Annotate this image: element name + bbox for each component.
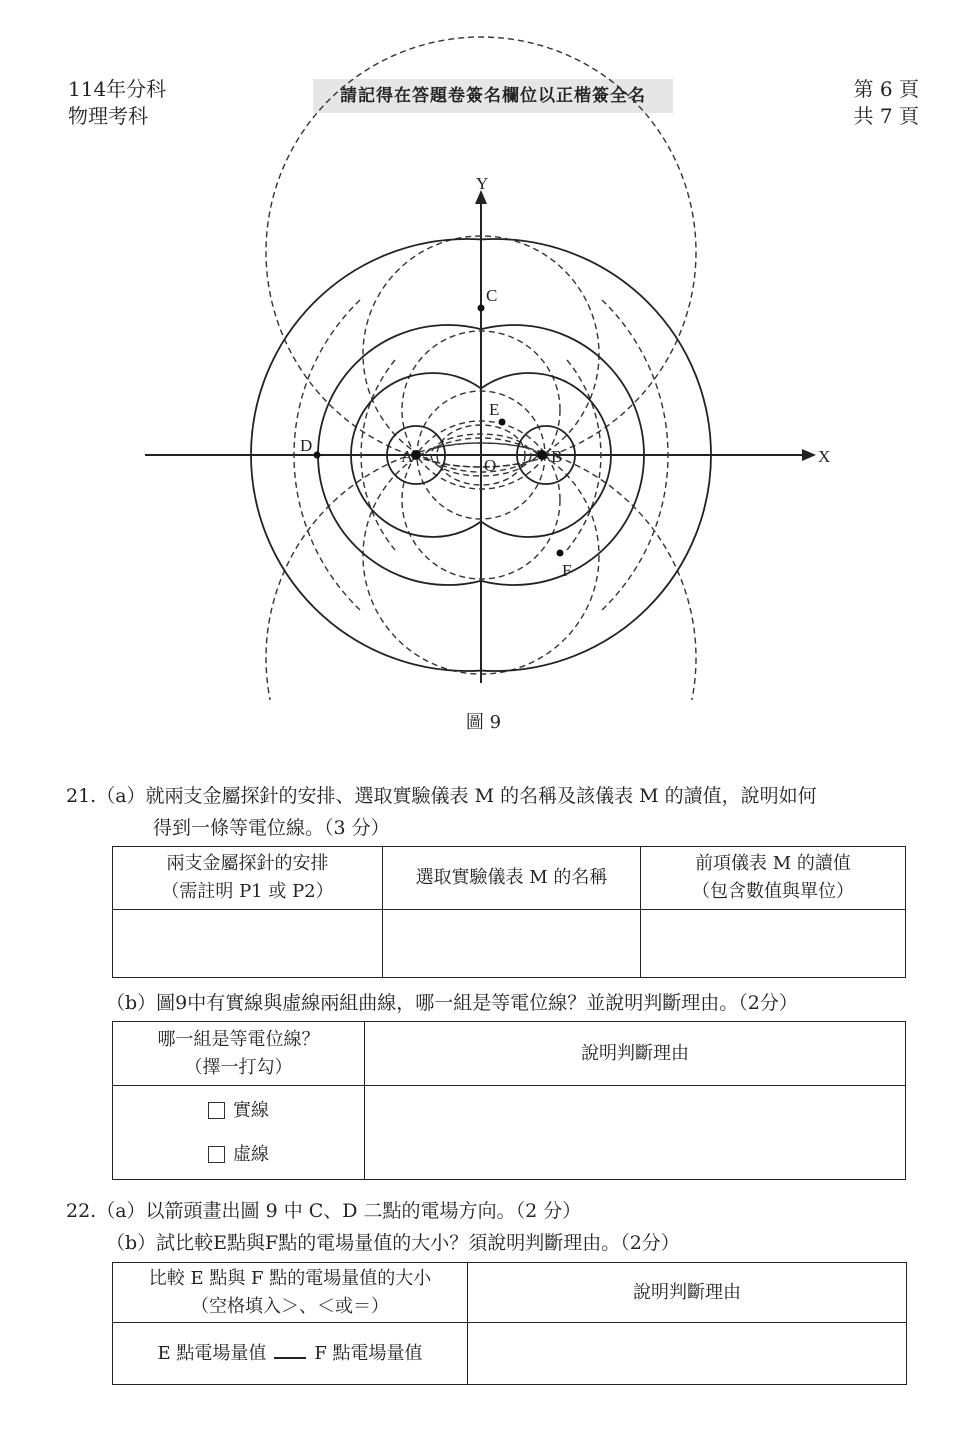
label-O: O	[484, 456, 497, 475]
q21-table1-answer-probe[interactable]	[113, 910, 383, 978]
exam-year-subject: 114年分科	[68, 77, 167, 101]
label-B: B	[551, 447, 563, 466]
q21-table1-header-probe: 兩支金屬探針的安排 （需註明 P1 或 P2）	[113, 847, 383, 910]
point-D	[314, 452, 321, 459]
q22-b-line: （b）試比較E點與F點的電場量值的大小？須說明判斷理由。（2分）	[106, 1232, 680, 1254]
q21-b-answer-table	[112, 1021, 906, 1180]
option-dashed-line[interactable]: 虛線	[113, 1133, 364, 1177]
q21-table1-header-reading: 前項儀表 M 的讀值 （包含數值與單位）	[641, 847, 906, 910]
point-B	[537, 450, 547, 460]
label-E: E	[489, 400, 500, 419]
q21-table1-answer-reading[interactable]	[641, 910, 906, 978]
checkbox-solid[interactable]	[208, 1102, 225, 1119]
q21-table1-header-meter: 選取實驗儀表 M 的名稱	[383, 847, 641, 910]
label-A: A	[401, 447, 414, 466]
page-current: 第 6 頁	[853, 77, 919, 101]
x-axis-arrow	[802, 449, 816, 461]
q22-b-answer-table	[112, 1262, 907, 1385]
point-F	[557, 550, 564, 557]
q21-table2-options	[113, 1086, 365, 1180]
y-axis-label: Y	[476, 174, 489, 193]
point-E	[499, 419, 506, 426]
q22-table-header-compare: 比較 E 點與 F 點的電場量值的大小 （空格填入＞、＜或＝）	[113, 1263, 468, 1323]
figure-9-field-lines	[0, 0, 967, 700]
x-axis-label: X	[818, 447, 831, 466]
signature-reminder-banner: 請記得在答題卷簽名欄位以正楷簽全名	[313, 79, 673, 113]
point-C	[478, 305, 485, 312]
q22-table-answer-reason[interactable]	[468, 1323, 907, 1385]
compare-blank-field[interactable]	[274, 1343, 306, 1359]
q21-a-line2: 得到一條等電位線。（3 分）	[153, 817, 390, 839]
label-D: D	[300, 436, 313, 455]
q21-table2-header-choice: 哪一組是等電位線？ （擇一打勾）	[113, 1022, 365, 1086]
q22-table-header-reason: 說明判斷理由	[468, 1263, 907, 1323]
checkbox-dashed[interactable]	[208, 1146, 225, 1163]
exam-subject-name: 物理考科	[68, 104, 148, 128]
q21-table2-answer-reason[interactable]	[365, 1086, 906, 1180]
q21-a-answer-table	[112, 846, 906, 978]
q21-table1-answer-meter[interactable]	[383, 910, 641, 978]
label-C: C	[486, 286, 498, 305]
page-total: 共 7 頁	[853, 104, 919, 128]
q21-table2-header-reason: 說明判斷理由	[365, 1022, 906, 1086]
option-solid-line[interactable]: 實線	[113, 1089, 364, 1133]
q21-b-line: （b）圖9中有實線與虛線兩組曲線，哪一組是等電位線？並說明判斷理由。（2分）	[106, 992, 798, 1014]
figure-caption: 圖 9	[465, 712, 502, 733]
q22-a-line: 22.（a）以箭頭畫出圖 9 中 C、D 二點的電場方向。（2 分）	[66, 1200, 582, 1222]
q22-table-compare-cell: E 點電場量值 F 點電場量值	[113, 1323, 468, 1385]
label-F: F	[562, 561, 572, 580]
q21-a-line1: 21.（a）就兩支金屬探針的安排、選取實驗儀表 M 的名稱及該儀表 M 的讀值，說明如何	[66, 785, 817, 807]
